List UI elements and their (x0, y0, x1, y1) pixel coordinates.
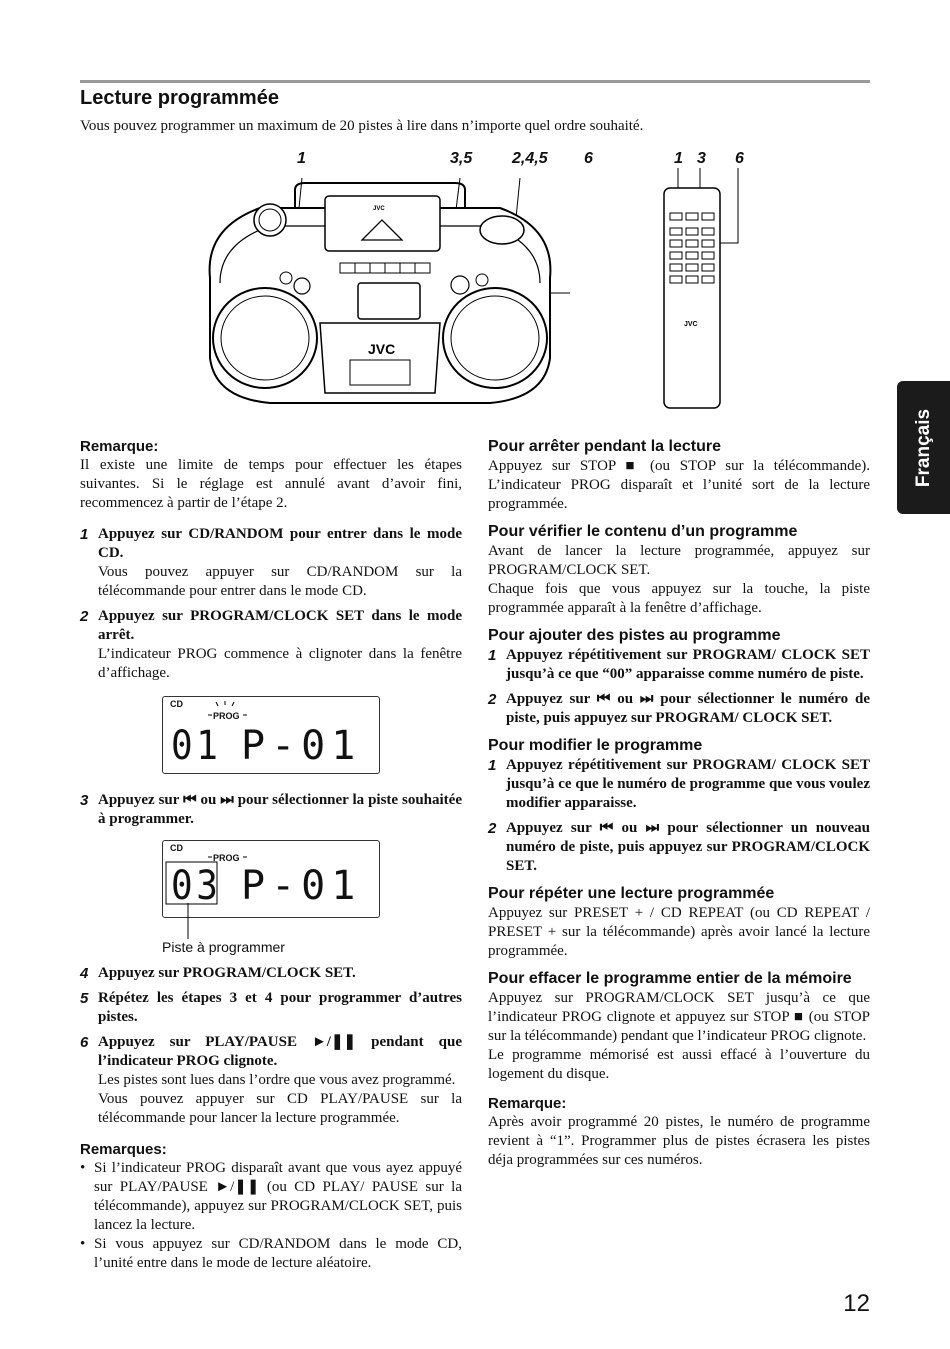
right-remark-text: Après avoir programmé 20 pistes, le numéro de programme revient à “1”. Programmer plus de pistes écrasera les pistes déja programmées sur ces numéros. (488, 1114, 870, 1168)
callout-remote-6: 6 (735, 150, 744, 167)
text-verify-2: Chaque fois que vous appuyez sur la touche, la piste programmée apparaît à la fenêtre d’affichage. (488, 581, 870, 616)
boombox-lid-brand: JVC (373, 206, 385, 212)
step-2-number: 2 (80, 608, 89, 625)
step-6-title: Appuyez sur PLAY/PAUSE ►/❚❚ pendant que l’indicateur PROG clignote. (98, 1034, 462, 1069)
lcd-1-program-number: P-01 (241, 723, 362, 769)
step-2-text: L’indicateur PROG commence à clignoter dans la fenêtre d’affichage. (98, 646, 462, 681)
left-column-step3 (80, 791, 462, 829)
heading-repeat: Pour répéter une lecture programmée (488, 885, 775, 902)
remark-bullet-2-text: Si vous appuyez sur CD/RANDOM dans le mode CD, l’unité entre dans le mode de lecture aléatoire. (94, 1236, 462, 1271)
step-4-number: 4 (80, 965, 89, 982)
step-4-title: Appuyez sur PROGRAM/CLOCK SET. (98, 965, 356, 981)
step-6-number: 6 (80, 1034, 89, 1051)
step-1-title: Appuyez sur CD/RANDOM pour entrer dans le mode CD. (98, 526, 462, 561)
step-5 (80, 989, 462, 1027)
right-column (488, 437, 870, 1170)
lcd-2-cd-indicator: CD (170, 843, 183, 853)
page-number: 12 (843, 1290, 870, 1317)
lcd-1-prog-indicator: PROG (213, 711, 240, 721)
language-tab-label: Français (912, 408, 934, 487)
add-step-1 (488, 646, 870, 684)
remark-text: Il existe une limite de temps pour effectuer les étapes suivantes. Si le réglage est annulé avant d’avoir fini, recommencez à partir de l’étape 2. (80, 457, 462, 511)
remark-bullet-2: • Si vous appuyez sur CD/RANDOM dans le mode CD, l’unité entre dans le mode de lecture aléatoire. (80, 1236, 462, 1271)
remark-bullet-1-text: Si l’indicateur PROG disparaît avant que vous ayez appuyé sur PLAY/PAUSE ►/❚❚ (ou CD PLAY/ PAUSE sur la télécommande), appuyez sur PROGRAM/CLOCK SET, puis lancez la lecture. (94, 1160, 462, 1233)
modify-step-2 (488, 819, 870, 876)
step-3-title: Appuyez sur ⏮ ou ⏭ pour sélectionner la piste souhaitée à programmer. (98, 792, 462, 827)
section-title: Lecture programmée (80, 87, 279, 109)
modify-step-1 (488, 756, 870, 813)
step-1-number: 1 (80, 526, 89, 543)
add-step-1-number: 1 (488, 647, 497, 664)
step-3-number: 3 (80, 792, 89, 809)
remote-brand: JVC (684, 321, 698, 328)
text-verify-1: Avant de lancer la lecture programmée, appuyez sur PROGRAM/CLOCK SET. (488, 543, 870, 578)
heading-erase: Pour effacer le programme entier de la mémoire (488, 970, 852, 987)
lcd-2-prog-indicator: PROG (213, 853, 240, 863)
lcd-2-program-number: P-01 (241, 863, 362, 909)
lcd-1-cd-indicator: CD (170, 699, 183, 709)
section-intro: Vous pouvez programmer un maximum de 20 pistes à lire dans n’importe quel ordre souhaité. (80, 118, 644, 134)
callout-2-4-5: 2,4,5 (512, 150, 548, 167)
step-2-title: Appuyez sur PROGRAM/CLOCK SET dans le mode arrêt. (98, 608, 462, 643)
remark-heading: Remarque: (80, 438, 159, 455)
callout-1: 1 (297, 150, 306, 167)
top-rule (80, 80, 870, 83)
modify-step-2-number: 2 (488, 820, 497, 837)
left-column (80, 437, 462, 683)
step-6 (80, 1033, 462, 1128)
step-5-number: 5 (80, 990, 89, 1007)
callout-remote-3: 3 (697, 150, 706, 167)
add-step-2-text: Appuyez sur ⏮ ou ⏭ pour sélectionner le numéro de piste, puis appuyez sur PROGRAM/ CLOCK SET. (506, 691, 870, 726)
left-column-steps-4-6 (80, 964, 462, 1273)
text-repeat: Appuyez sur PRESET + / CD REPEAT (ou CD REPEAT / PRESET + sur la télécommande) après avoir lancé la lecture programmée. (488, 905, 870, 959)
text-erase-2: Le programme mémorisé est aussi effacé à l’ouverture du logement du disque. (488, 1047, 870, 1082)
language-tab (897, 381, 950, 514)
add-step-1-text: Appuyez répétitivement sur PROGRAM/ CLOCK SET jusqu’à ce que “00” apparaisse comme numéro de piste. (506, 647, 870, 682)
step-6-text-2: Vous pouvez appuyer sur CD PLAY/PAUSE sur la télécommande pour lancer la lecture programmée. (98, 1091, 462, 1126)
lcd-2-caption: Piste à programmer (162, 939, 285, 955)
heading-add: Pour ajouter des pistes au programme (488, 627, 781, 644)
lcd-display-2 (162, 840, 380, 918)
add-step-2 (488, 690, 870, 728)
step-1-text: Vous pouvez appuyer sur CD/RANDOM sur la télécommande pour entrer dans le mode CD. (98, 564, 462, 599)
step-6-text-1: Les pistes sont lues dans l’ordre que vous avez programmé. (98, 1072, 456, 1088)
boombox-illustration (190, 168, 570, 418)
heading-modify: Pour modifier le programme (488, 737, 703, 754)
step-2 (80, 607, 462, 683)
callout-remote-1: 1 (674, 150, 683, 167)
heading-stop: Pour arrêter pendant la lecture (488, 438, 721, 455)
lcd-display-1 (162, 696, 380, 774)
remark-bullet-1: • Si l’indicateur PROG disparaît avant que vous ayez appuyé sur PLAY/PAUSE ►/❚❚ (ou CD PLAY/ PAUSE sur la télécommande), appuyez sur PROGRAM/CLOCK SET, puis lancez la lecture. (80, 1160, 462, 1233)
step-4 (80, 964, 462, 983)
heading-verify: Pour vérifier le contenu d’un programme (488, 523, 798, 540)
boombox-brand: JVC (368, 341, 396, 357)
modify-step-1-text: Appuyez répétitivement sur PROGRAM/ CLOCK SET jusqu’à ce que le numéro de programme que vous voulez modifier apparaisse. (506, 757, 870, 811)
add-step-2-number: 2 (488, 691, 497, 708)
lcd-1-track-digits: 01 (171, 723, 222, 769)
modify-step-1-number: 1 (488, 757, 497, 774)
lcd-2-track-digits: 03 (171, 863, 222, 909)
right-remark-heading: Remarque: (488, 1095, 567, 1112)
remote-illustration (660, 168, 750, 413)
step-3 (80, 791, 462, 829)
step-1 (80, 525, 462, 601)
text-stop: Appuyez sur STOP ■ (ou STOP sur la télécommande). L’indicateur PROG disparaît et l’unité sort de la lecture programmée. (488, 458, 870, 512)
callout-3-5: 3,5 (450, 150, 473, 167)
step-5-title: Répétez les étapes 3 et 4 pour programmer d’autres pistes. (98, 990, 462, 1025)
remarks-heading: Remarques: (80, 1141, 167, 1158)
modify-step-2-text: Appuyez sur ⏮ ou ⏭ pour sélectionner un nouveau numéro de piste, puis appuyez sur PROGRAM/CLOCK SET. (506, 820, 870, 874)
callout-6: 6 (584, 150, 593, 167)
text-erase-1: Appuyez sur PROGRAM/CLOCK SET jusqu’à ce que l’indicateur PROG clignote et appuyez sur STOP ■ (ou STOP sur la télécommande) pendant que l’indicateur PROG clignote. (488, 990, 870, 1044)
caption-leader-line (186, 903, 190, 939)
